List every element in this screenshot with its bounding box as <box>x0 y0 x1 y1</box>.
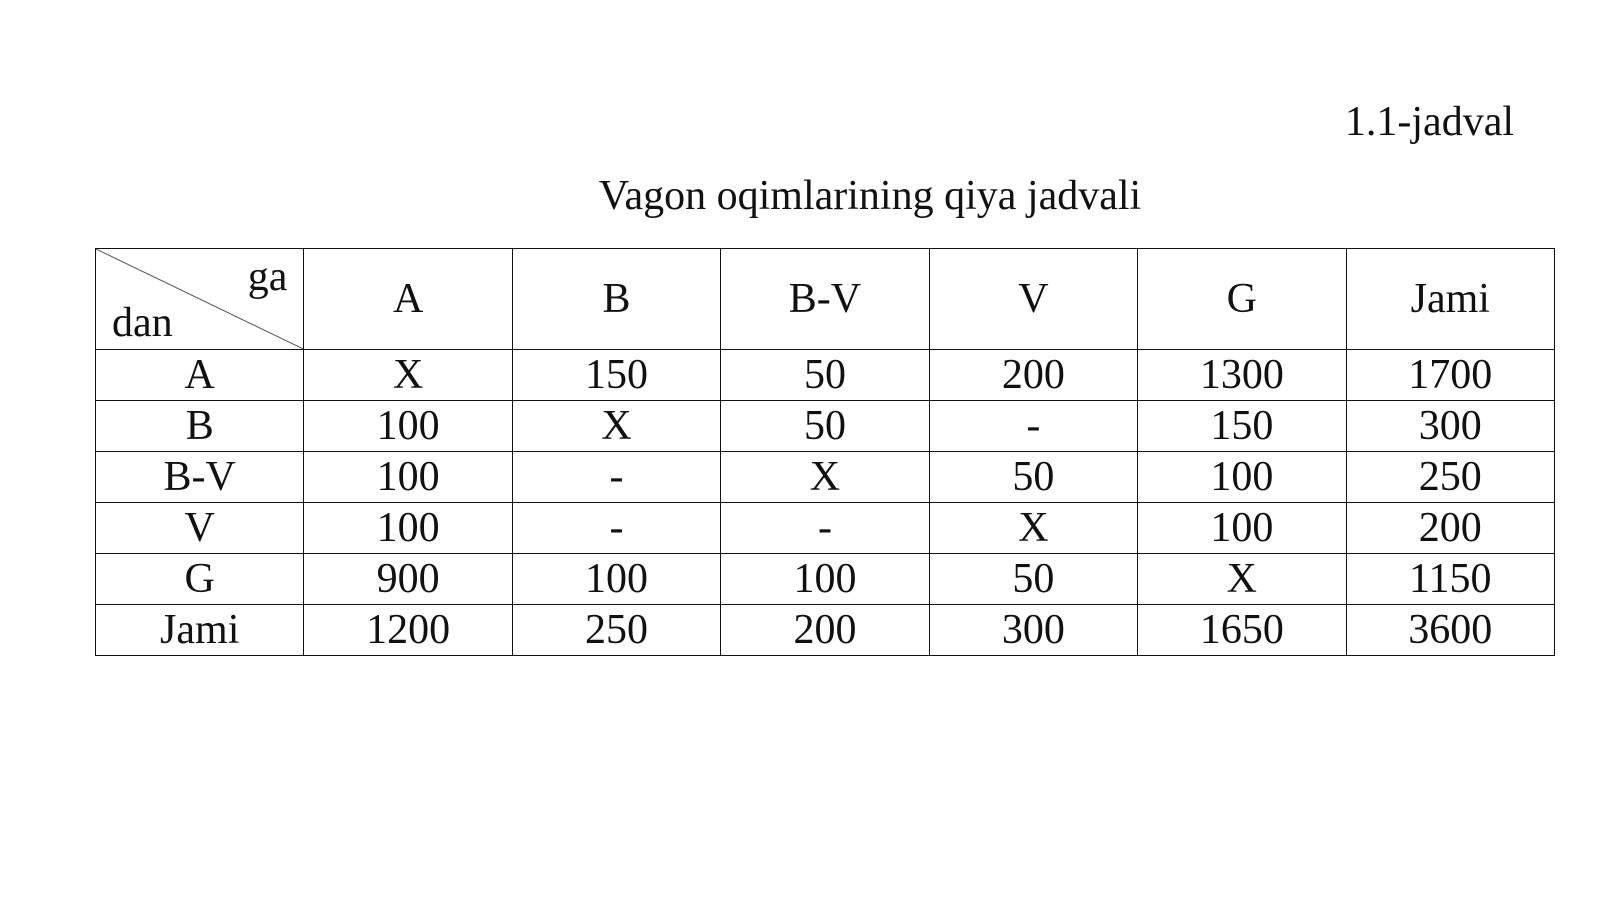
table-cell: 250 <box>512 605 720 656</box>
table-row <box>96 350 1555 401</box>
table-cell: X <box>512 401 720 452</box>
table-cell: X <box>304 350 512 401</box>
table-cell: X <box>1138 554 1346 605</box>
column-header: B-V <box>721 249 929 350</box>
table-cell: 50 <box>721 350 929 401</box>
column-header: V <box>929 249 1137 350</box>
column-header: G <box>1138 249 1346 350</box>
table-cell: - <box>512 503 720 554</box>
table-cell: 1650 <box>1138 605 1346 656</box>
table-cell: 100 <box>304 401 512 452</box>
table-row <box>96 503 1555 554</box>
table-cell: 100 <box>304 503 512 554</box>
table-cell: 100 <box>304 452 512 503</box>
table-cell: 200 <box>1346 503 1554 554</box>
row-label: G <box>96 554 304 605</box>
table-cell: 1150 <box>1346 554 1554 605</box>
table-cell: X <box>721 452 929 503</box>
table-cell: 300 <box>1346 401 1554 452</box>
header-row <box>96 249 1555 350</box>
table-row <box>96 452 1555 503</box>
row-label: B-V <box>96 452 304 503</box>
table-cell: 150 <box>1138 401 1346 452</box>
table-cell: 1700 <box>1346 350 1554 401</box>
table-number: 1.1-jadval <box>1344 99 1514 145</box>
corner-to-label: ga <box>247 254 288 300</box>
table-cell: - <box>721 503 929 554</box>
table-row-total <box>96 605 1555 656</box>
table-cell: 200 <box>721 605 929 656</box>
table-cell: 100 <box>512 554 720 605</box>
table-cell: 100 <box>1138 503 1346 554</box>
table-cell: X <box>929 503 1137 554</box>
wagon-flow-table <box>95 248 1555 656</box>
table-cell: 250 <box>1346 452 1554 503</box>
table-cell: 50 <box>929 554 1137 605</box>
table-cell: 900 <box>304 554 512 605</box>
table-cell: 50 <box>929 452 1137 503</box>
table-cell: - <box>512 452 720 503</box>
table-cell: 3600 <box>1346 605 1554 656</box>
table-cell: 200 <box>929 350 1137 401</box>
table-cell: - <box>929 401 1137 452</box>
corner-from-label: dan <box>112 300 173 346</box>
table-cell: 1200 <box>304 605 512 656</box>
table-cell: 1300 <box>1138 350 1346 401</box>
column-header: A <box>304 249 512 350</box>
table-cell: 100 <box>1138 452 1346 503</box>
corner-header-cell <box>96 249 304 350</box>
table-cell: 50 <box>721 401 929 452</box>
table-row <box>96 401 1555 452</box>
table-title: Vagon oqimlarining qiya jadvali <box>598 173 1142 219</box>
column-header: B <box>512 249 720 350</box>
row-label: V <box>96 503 304 554</box>
table-cell: 150 <box>512 350 720 401</box>
row-label: B <box>96 401 304 452</box>
table-row <box>96 554 1555 605</box>
table-cell: 300 <box>929 605 1137 656</box>
column-header: Jami <box>1346 249 1554 350</box>
table-cell: 100 <box>721 554 929 605</box>
row-label: A <box>96 350 304 401</box>
row-label: Jami <box>96 605 304 656</box>
